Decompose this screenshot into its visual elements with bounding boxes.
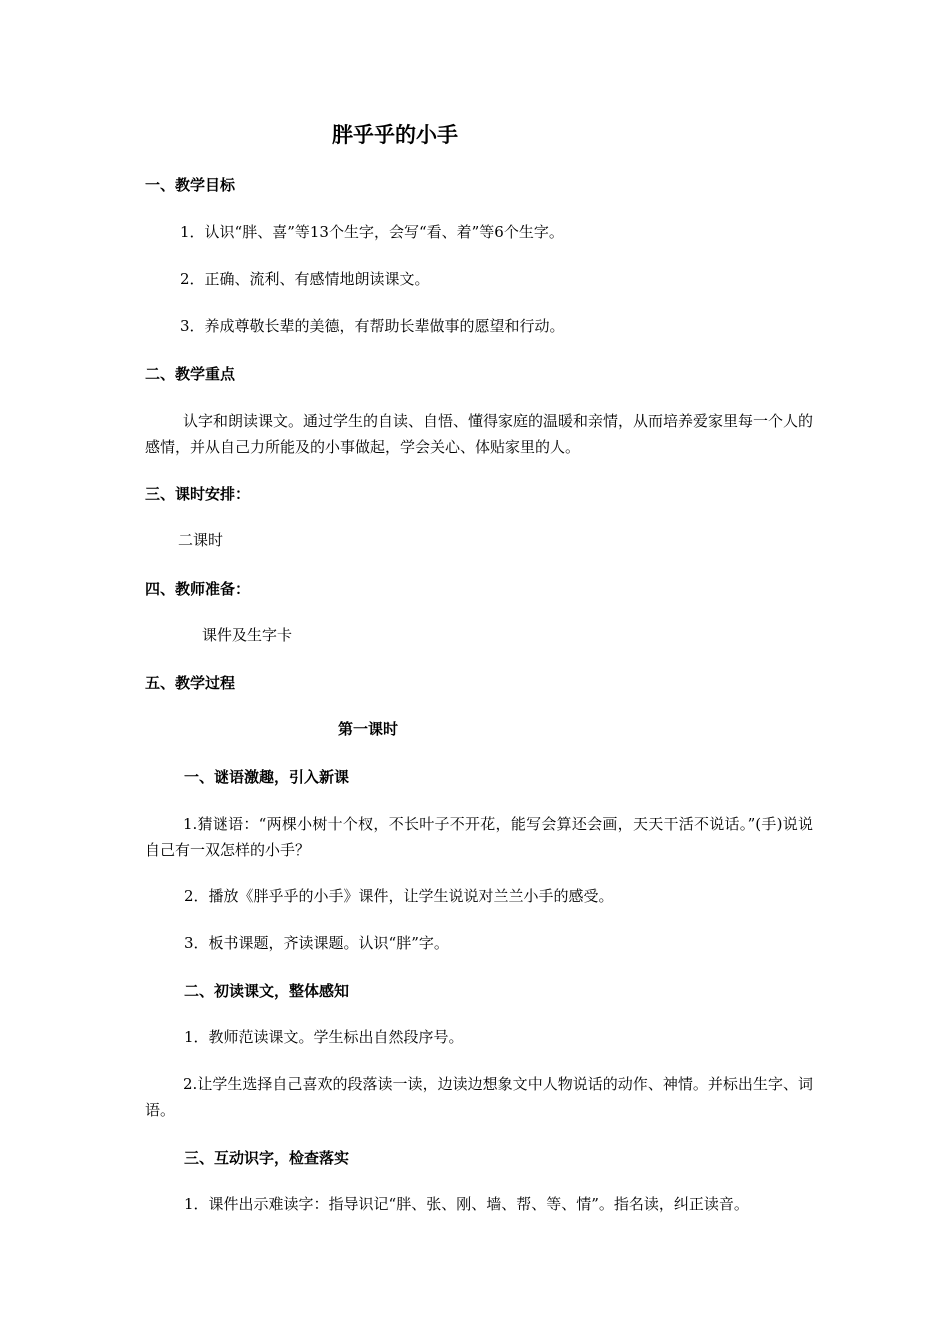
prep-text: 课件及生字卡 <box>202 626 293 644</box>
key-points-paragraph: 认字和朗读课文。通过学生的自读、自悟、懂得家庭的温暖和亲情，从而培养爱家里每一个人的感情，并从自己力所能及的小事做起，学会关心、体贴家里的人。 <box>145 412 814 456</box>
step-heading-1: 一、谜语激趣，引入新课 <box>184 768 350 786</box>
lesson-title: 第一课时 <box>338 720 399 738</box>
step1-item-1: 1.猜谜语：“两棵小树十个杈，不长叶子不开花，能写会算还会画，天天干活不说话。”(手)说说自己有一双怎样的小手？ <box>145 815 813 859</box>
section-heading-prep: 四、教师准备： <box>145 580 251 598</box>
step3-item-1: 1．课件出示难读字：指导识记“胖、张、刚、墙、帮、等、情”。指名读，纠正读音。 <box>184 1195 749 1213</box>
goal-item-3: 3．养成尊敬长辈的美德，有帮助长辈做事的愿望和行动。 <box>180 317 565 335</box>
section-heading-goals: 一、教学目标 <box>145 176 236 194</box>
section-heading-schedule: 三、课时安排： <box>145 485 251 503</box>
document-title: 胖乎乎的小手 <box>332 123 458 147</box>
step-heading-3: 三、互动识字，检查落实 <box>184 1149 350 1167</box>
section-heading-key-points: 二、教学重点 <box>145 365 236 383</box>
step2-item-1: 1．教师范读课文。学生标出自然段序号。 <box>184 1028 464 1046</box>
schedule-text: 二课时 <box>178 531 224 549</box>
step-heading-2: 二、初读课文，整体感知 <box>184 982 350 1000</box>
goal-item-2: 2．正确、流利、有感情地朗读课文。 <box>180 270 430 288</box>
step1-item-3: 3．板书课题，齐读课题。认识“胖”字。 <box>184 934 449 952</box>
goal-item-1: 1．认识“胖、喜”等13个生字，会写“看、着”等6个生字。 <box>180 223 564 241</box>
step2-item-2: 2.让学生选择自己喜欢的段落读一读，边读边想象文中人物说话的动作、神情。并标出生字、词语。 <box>145 1075 813 1119</box>
step1-item-2: 2．播放《胖乎乎的小手》课件，让学生说说对兰兰小手的感受。 <box>184 887 614 905</box>
section-heading-process: 五、教学过程 <box>145 674 236 692</box>
